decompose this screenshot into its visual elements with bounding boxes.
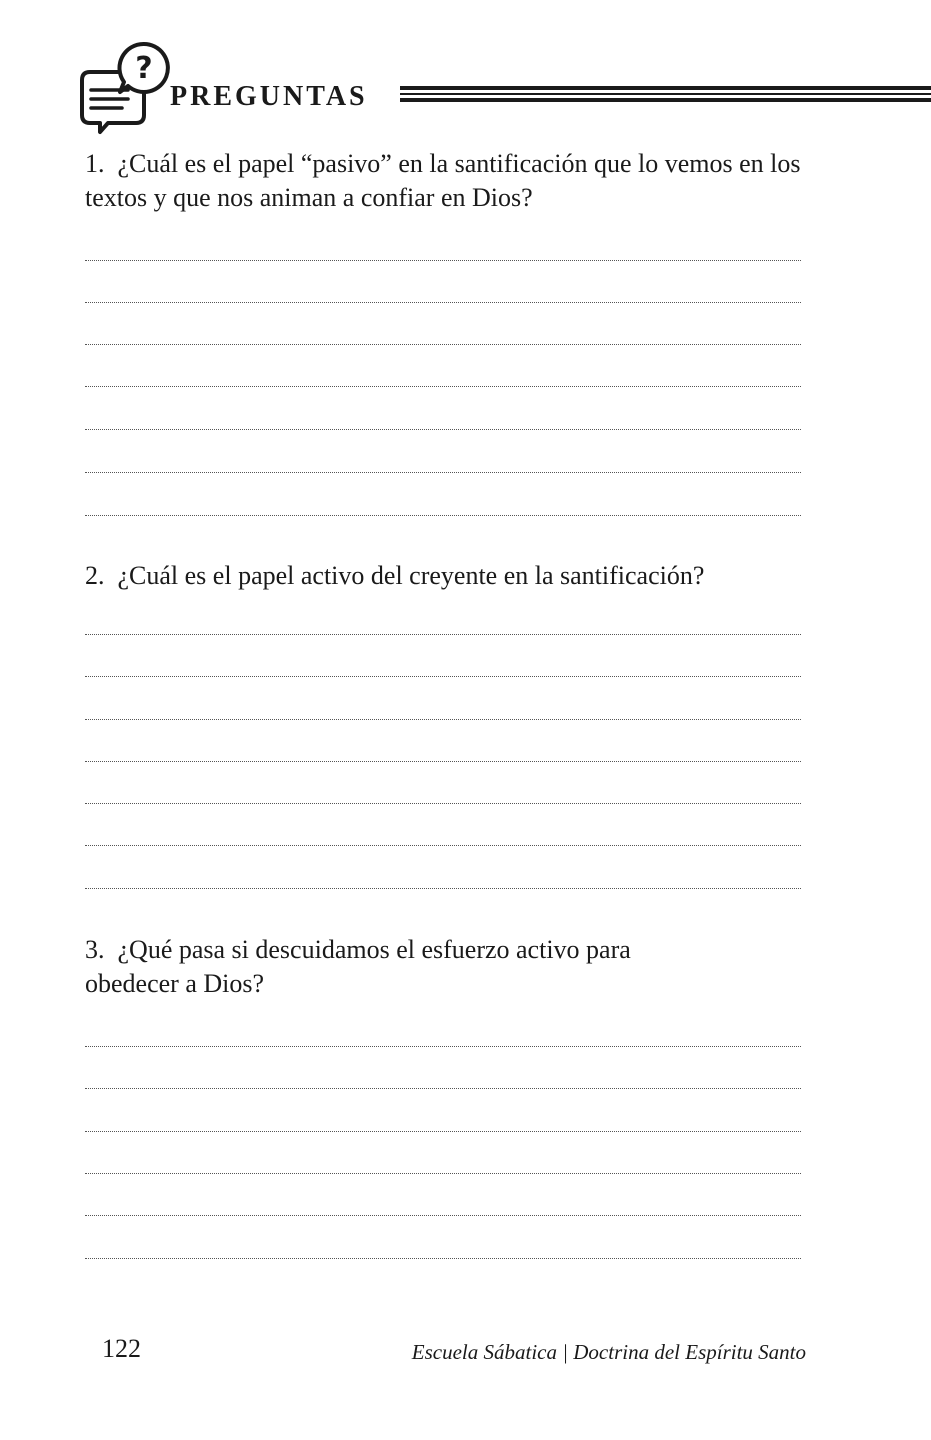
answer-line[interactable]	[85, 429, 801, 430]
book-title: Escuela Sábatica | Doctrina del Espíritu Santo	[411, 1340, 806, 1364]
answer-line[interactable]	[85, 386, 801, 387]
section-header	[78, 40, 931, 135]
answer-line[interactable]	[85, 1131, 801, 1132]
answer-line[interactable]	[85, 1173, 801, 1174]
question-text: ¿Qué pasa si descuidamos el esfuerzo activo para obedecer a Dios?	[85, 935, 631, 998]
question-number: 1.	[85, 149, 105, 178]
answer-line[interactable]	[85, 803, 801, 804]
answer-line[interactable]	[85, 515, 801, 516]
answer-line[interactable]	[85, 1258, 801, 1259]
answer-line[interactable]	[85, 1046, 801, 1047]
answer-line[interactable]	[85, 1215, 801, 1216]
answer-line[interactable]	[85, 719, 801, 720]
question-3	[85, 933, 685, 1001]
question-1	[85, 147, 815, 215]
question-number: 2.	[85, 561, 105, 590]
header-rule	[400, 86, 931, 104]
question-text: ¿Cuál es el papel “pasivo” en la santificación que lo vemos en los textos y que nos animan a confiar en Dios?	[85, 149, 801, 212]
answer-line[interactable]	[85, 676, 801, 677]
answer-line[interactable]	[85, 845, 801, 846]
section-title: PREGUNTAS	[170, 81, 368, 112]
answer-line[interactable]	[85, 761, 801, 762]
page-number: 122	[102, 1334, 141, 1363]
answer-line[interactable]	[85, 634, 801, 635]
answer-line[interactable]	[85, 472, 801, 473]
speech-bubbles-question-icon	[78, 40, 173, 135]
question-text: ¿Cuál es el papel activo del creyente en la santificación?	[117, 561, 705, 590]
svg-text:?: ?	[135, 51, 153, 86]
answer-line[interactable]	[85, 888, 801, 889]
answer-line[interactable]	[85, 302, 801, 303]
answer-line[interactable]	[85, 344, 801, 345]
answer-line[interactable]	[85, 1088, 801, 1089]
answer-line[interactable]	[85, 260, 801, 261]
question-number: 3.	[85, 935, 105, 964]
question-2	[85, 559, 815, 593]
